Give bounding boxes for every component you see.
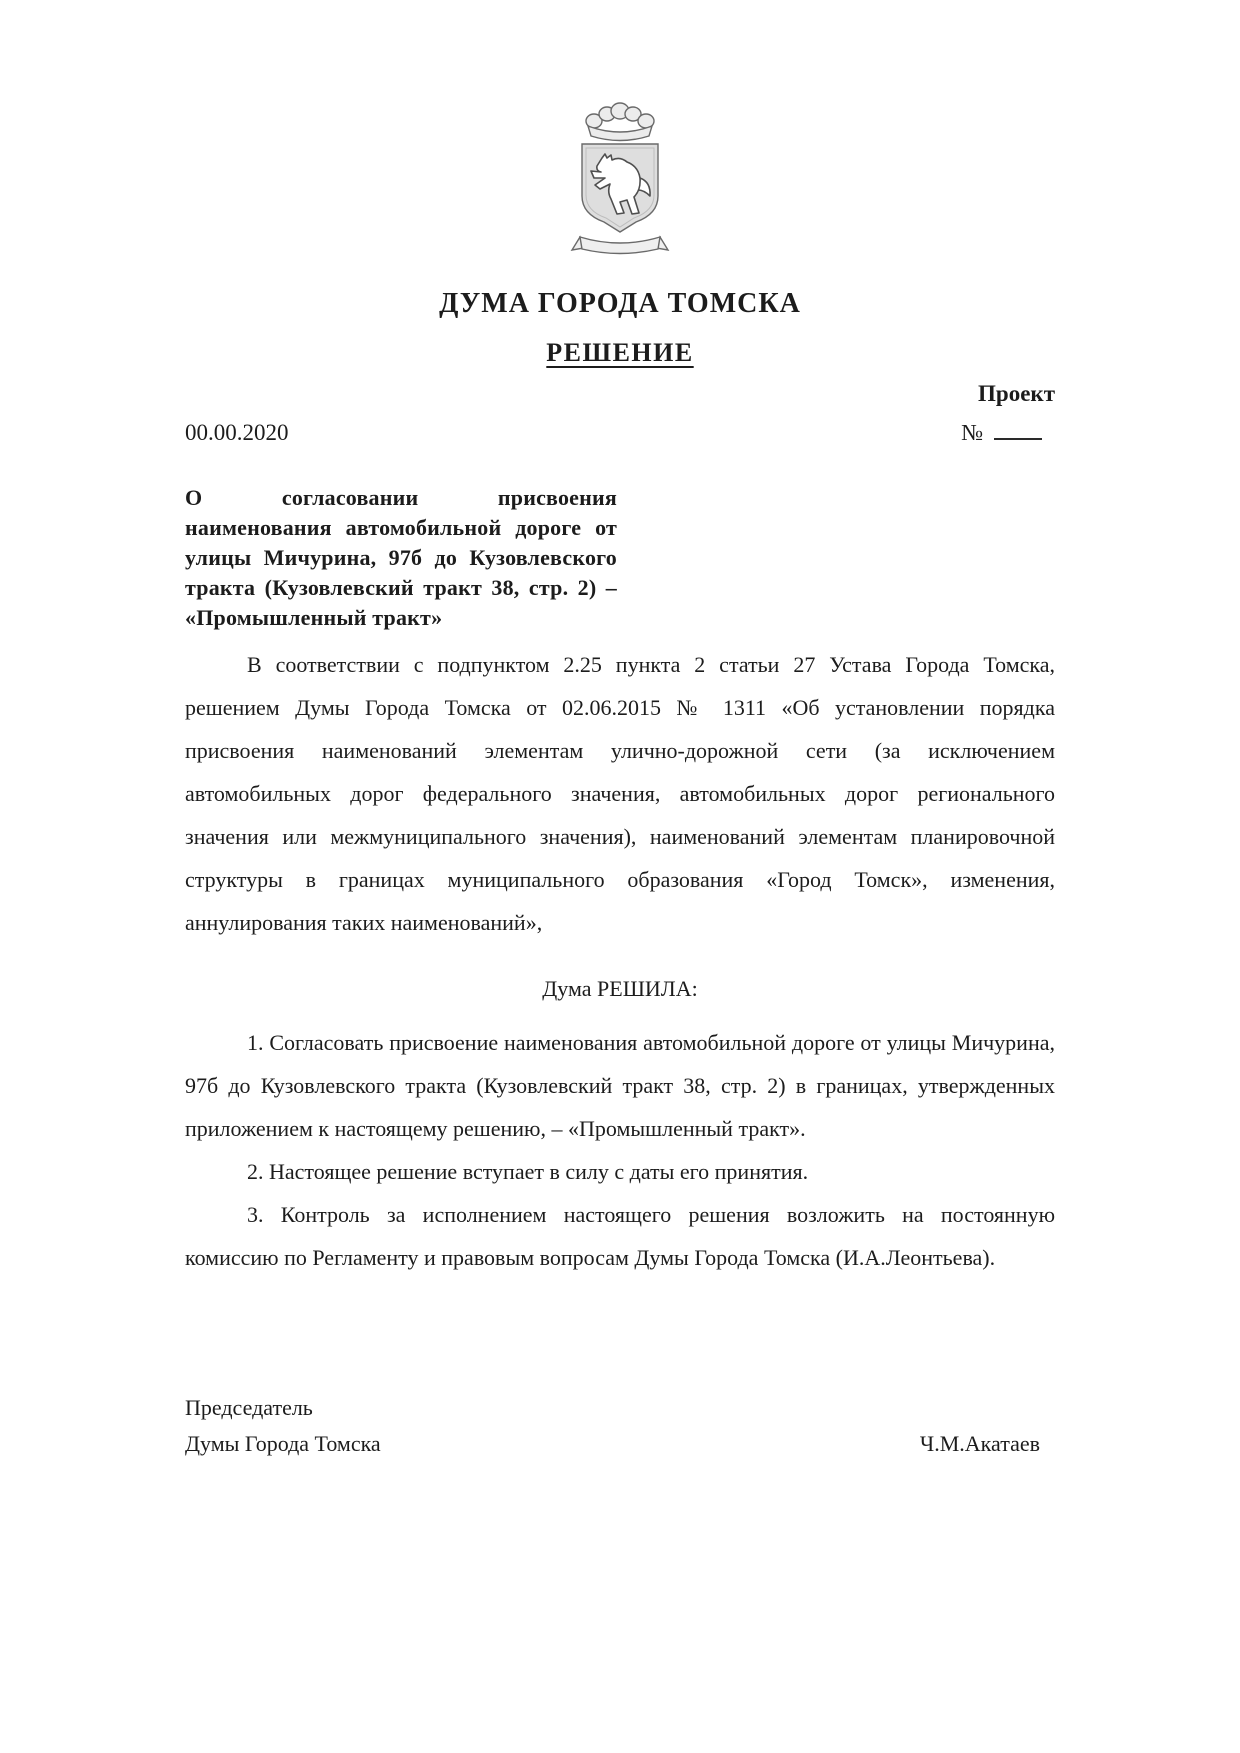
document-type-title: РЕШЕНИЕ (546, 338, 694, 367)
signature-name: Ч.М.Акатаев (919, 1431, 1040, 1456)
ribbon-icon (572, 237, 668, 254)
draft-label: Проект (978, 381, 1055, 406)
signature-position-line2: Думы Города Томска (185, 1431, 381, 1456)
number-blank-line (994, 420, 1042, 440)
signature-block (185, 1390, 1055, 1462)
date-number-row (185, 419, 1055, 447)
resolution-heading: Дума РЕШИЛА: (542, 976, 698, 1001)
organization-title: ДУМА ГОРОДА ТОМСКА (439, 288, 801, 319)
crown-icon (586, 103, 654, 141)
signature-position-line1: Председатель (185, 1395, 313, 1420)
emblem-container (185, 100, 1055, 263)
resolution-item-1: 1. Согласовать присвоение наименования автомобильной дороге от улицы Мичурина, 97б до Кузовлевского тракта (Кузовлевский тракт 38, стр. 2) в границах, утвержденных приложением к настоящему решению, – «Промышленный тракт». (185, 1030, 1055, 1141)
signature-position (185, 1390, 381, 1462)
document-date: 00.00.2020 (185, 420, 289, 445)
preamble-paragraph: В соответствии с подпунктом 2.25 пункта 2 статьи 27 Устава Города Томска, решением Думы Города Томска от 02.06.2015 № 1311 «Об установлении порядка присвоения наименований элементам улично-дорожной сети (за исключением автомобильных дорог федерального значения, автомобильных дорог регионального значения или межмуниципального значения), наименований элементам планировочной структуры в границах муниципального образования «Город Томск», изменения, аннулирования таких наименований», (185, 652, 1055, 935)
tomsk-coat-of-arms-icon (550, 100, 690, 258)
subject-paragraph: О согласовании присвоения наименования автомобильной дороге от улицы Мичурина, 97б до Кузовлевского тракта (Кузовлевский тракт 38, стр. 2) – «Промышленный тракт» (185, 485, 617, 630)
document-number (961, 419, 1042, 447)
number-sign: № (961, 420, 984, 445)
resolution-item-2: 2. Настоящее решение вступает в силу с даты его принятия. (247, 1159, 809, 1184)
resolution-item-3: 3. Контроль за исполнением настоящего решения возложить на постоянную комиссию по Регламенту и правовым вопросам Думы Города Томска (И.А.Леонтьева). (185, 1202, 1055, 1270)
